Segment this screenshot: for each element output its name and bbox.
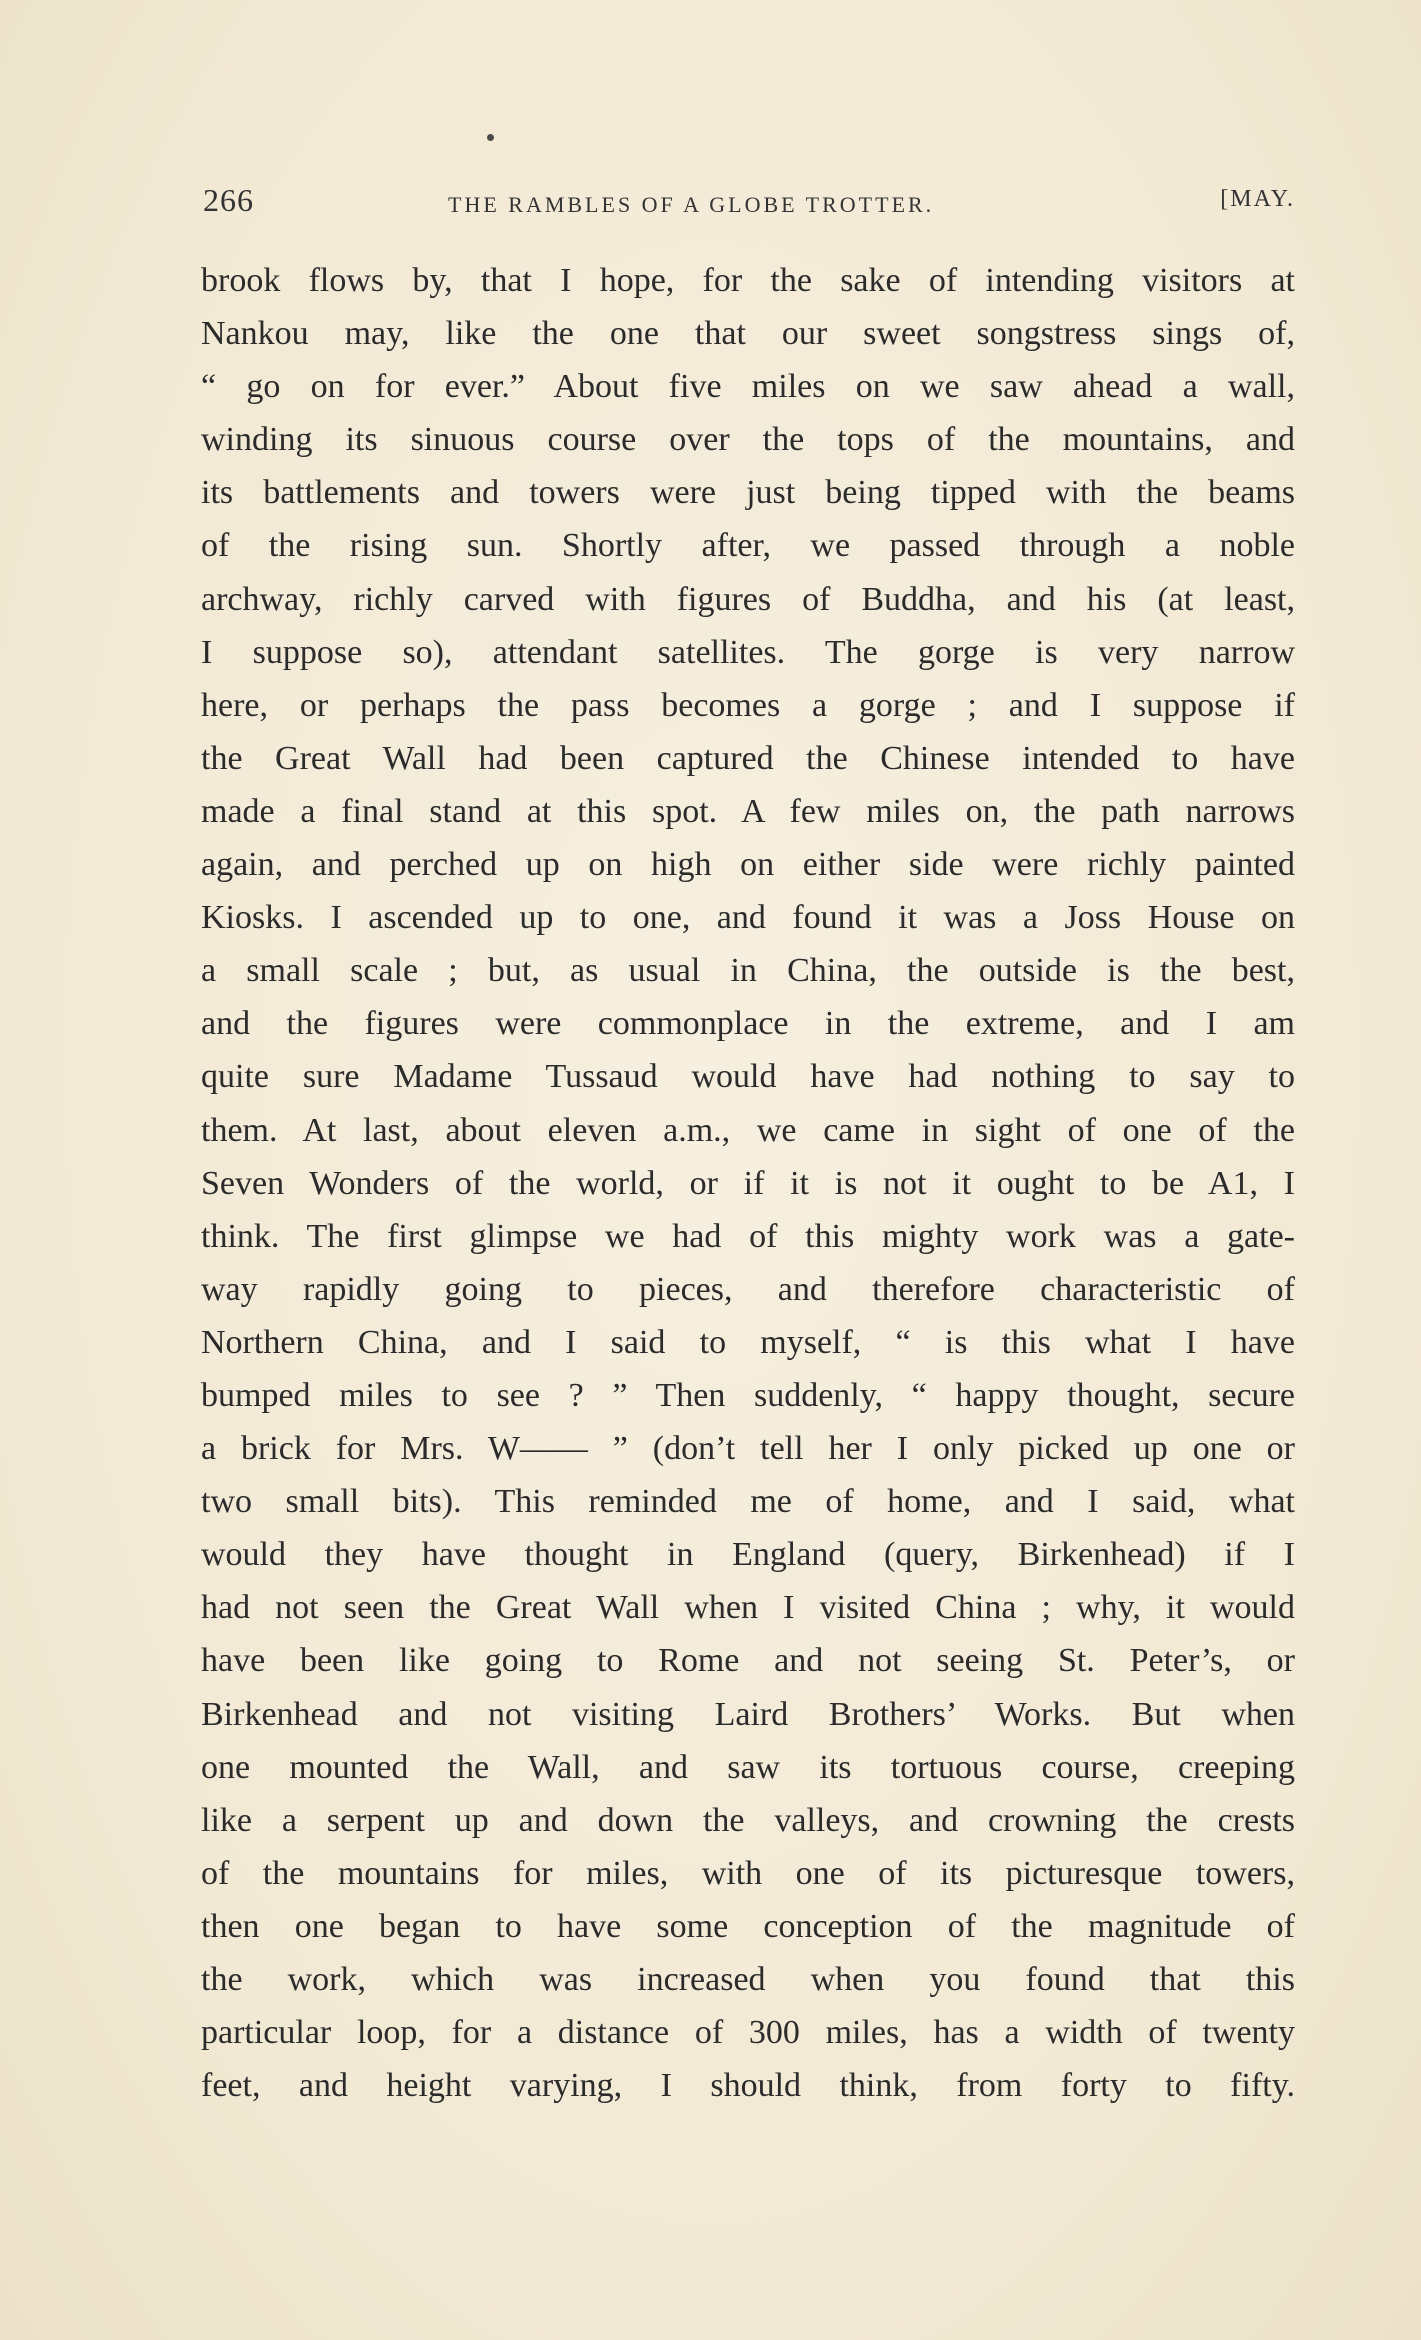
text-line: winding its sinuous course over the tops of the mountains, and — [201, 421, 1295, 459]
text-line: have been like going to Rome and not seeing St. Peter’s, or — [201, 1642, 1295, 1680]
text-line: had not seen the Great Wall when I visited China ; why, it would — [201, 1589, 1295, 1627]
text-line: then one began to have some conception of the magnitude of — [201, 1907, 1295, 1945]
text-line: here, or perhaps the pass becomes a gorge ; and I suppose if — [201, 686, 1295, 724]
text-line: and the figures were commonplace in the extreme, and I am — [201, 1005, 1295, 1043]
text-line: again, and perched up on high on either side were richly painted — [201, 846, 1295, 884]
text-line: of the mountains for miles, with one of its picturesque towers, — [201, 1854, 1295, 1892]
text-line: archway, richly carved with figures of Buddha, and his (at least, — [201, 580, 1295, 618]
body-text — [201, 254, 1295, 2112]
text-line: brook flows by, that I hope, for the sake of intending visitors at — [201, 262, 1295, 299]
text-line: Kiosks. I ascended up to one, and found it was a Joss House on — [201, 899, 1295, 937]
text-line: its battlements and towers were just being tipped with the beams — [201, 474, 1295, 512]
text-line: of the rising sun. Shortly after, we passed through a noble — [201, 527, 1295, 565]
text-line: bumped miles to see ? ” Then suddenly, “ happy thought, secure — [201, 1376, 1295, 1414]
running-title: THE RAMBLES OF A GLOBE TROTTER. — [448, 192, 935, 217]
text-line: Birkenhead and not visiting Laird Brothers’ Works. But when — [201, 1695, 1295, 1733]
text-line: them. At last, about eleven a.m., we came in sight of one of the — [201, 1111, 1295, 1149]
page-number: 266 — [203, 182, 254, 218]
text-line: the work, which was increased when you found that this — [201, 1961, 1295, 1998]
running-header — [203, 182, 1295, 222]
text-line: one mounted the Wall, and saw its tortuous course, creeping — [201, 1748, 1295, 1786]
text-line: way rapidly going to pieces, and therefore characteristic of — [201, 1270, 1295, 1308]
text-line: quite sure Madame Tussaud would have had nothing to say to — [201, 1058, 1295, 1096]
text-line: feet, and height varying, I should think, from forty to fifty. — [201, 2067, 1295, 2105]
text-line: Northern China, and I said to myself, “ is this what I have — [201, 1323, 1295, 1361]
text-line: think. The first glimpse we had of this mighty work was a gate- — [201, 1217, 1295, 1255]
text-line: Seven Wonders of the world, or if it is not it ought to be A1, I — [201, 1164, 1295, 1202]
text-line: I suppose so), attendant satellites. The gorge is very narrow — [201, 633, 1295, 671]
text-line: a brick for Mrs. W—— ” (don’t tell her I only picked up one or — [201, 1430, 1295, 1468]
text-line: would they have thought in England (query, Birkenhead) if I — [201, 1536, 1295, 1574]
text-line: particular loop, for a distance of 300 miles, has a width of twenty — [201, 2014, 1295, 2052]
text-line: the Great Wall had been captured the Chinese intended to have — [201, 739, 1295, 777]
running-month: [MAY. — [1220, 186, 1295, 212]
text-line: “ go on for ever.” About five miles on we saw ahead a wall, — [201, 368, 1295, 406]
text-line: two small bits). This reminded me of home, and I said, what — [201, 1483, 1295, 1521]
text-line: a small scale ; but, as usual in China, the outside is the best, — [201, 952, 1295, 990]
text-line: like a serpent up and down the valleys, and crowning the crests — [201, 1801, 1295, 1839]
ink-speck — [487, 134, 494, 141]
text-line: Nankou may, like the one that our sweet songstress sings of, — [201, 315, 1295, 353]
text-line: made a final stand at this spot. A few miles on, the path narrows — [201, 792, 1295, 830]
